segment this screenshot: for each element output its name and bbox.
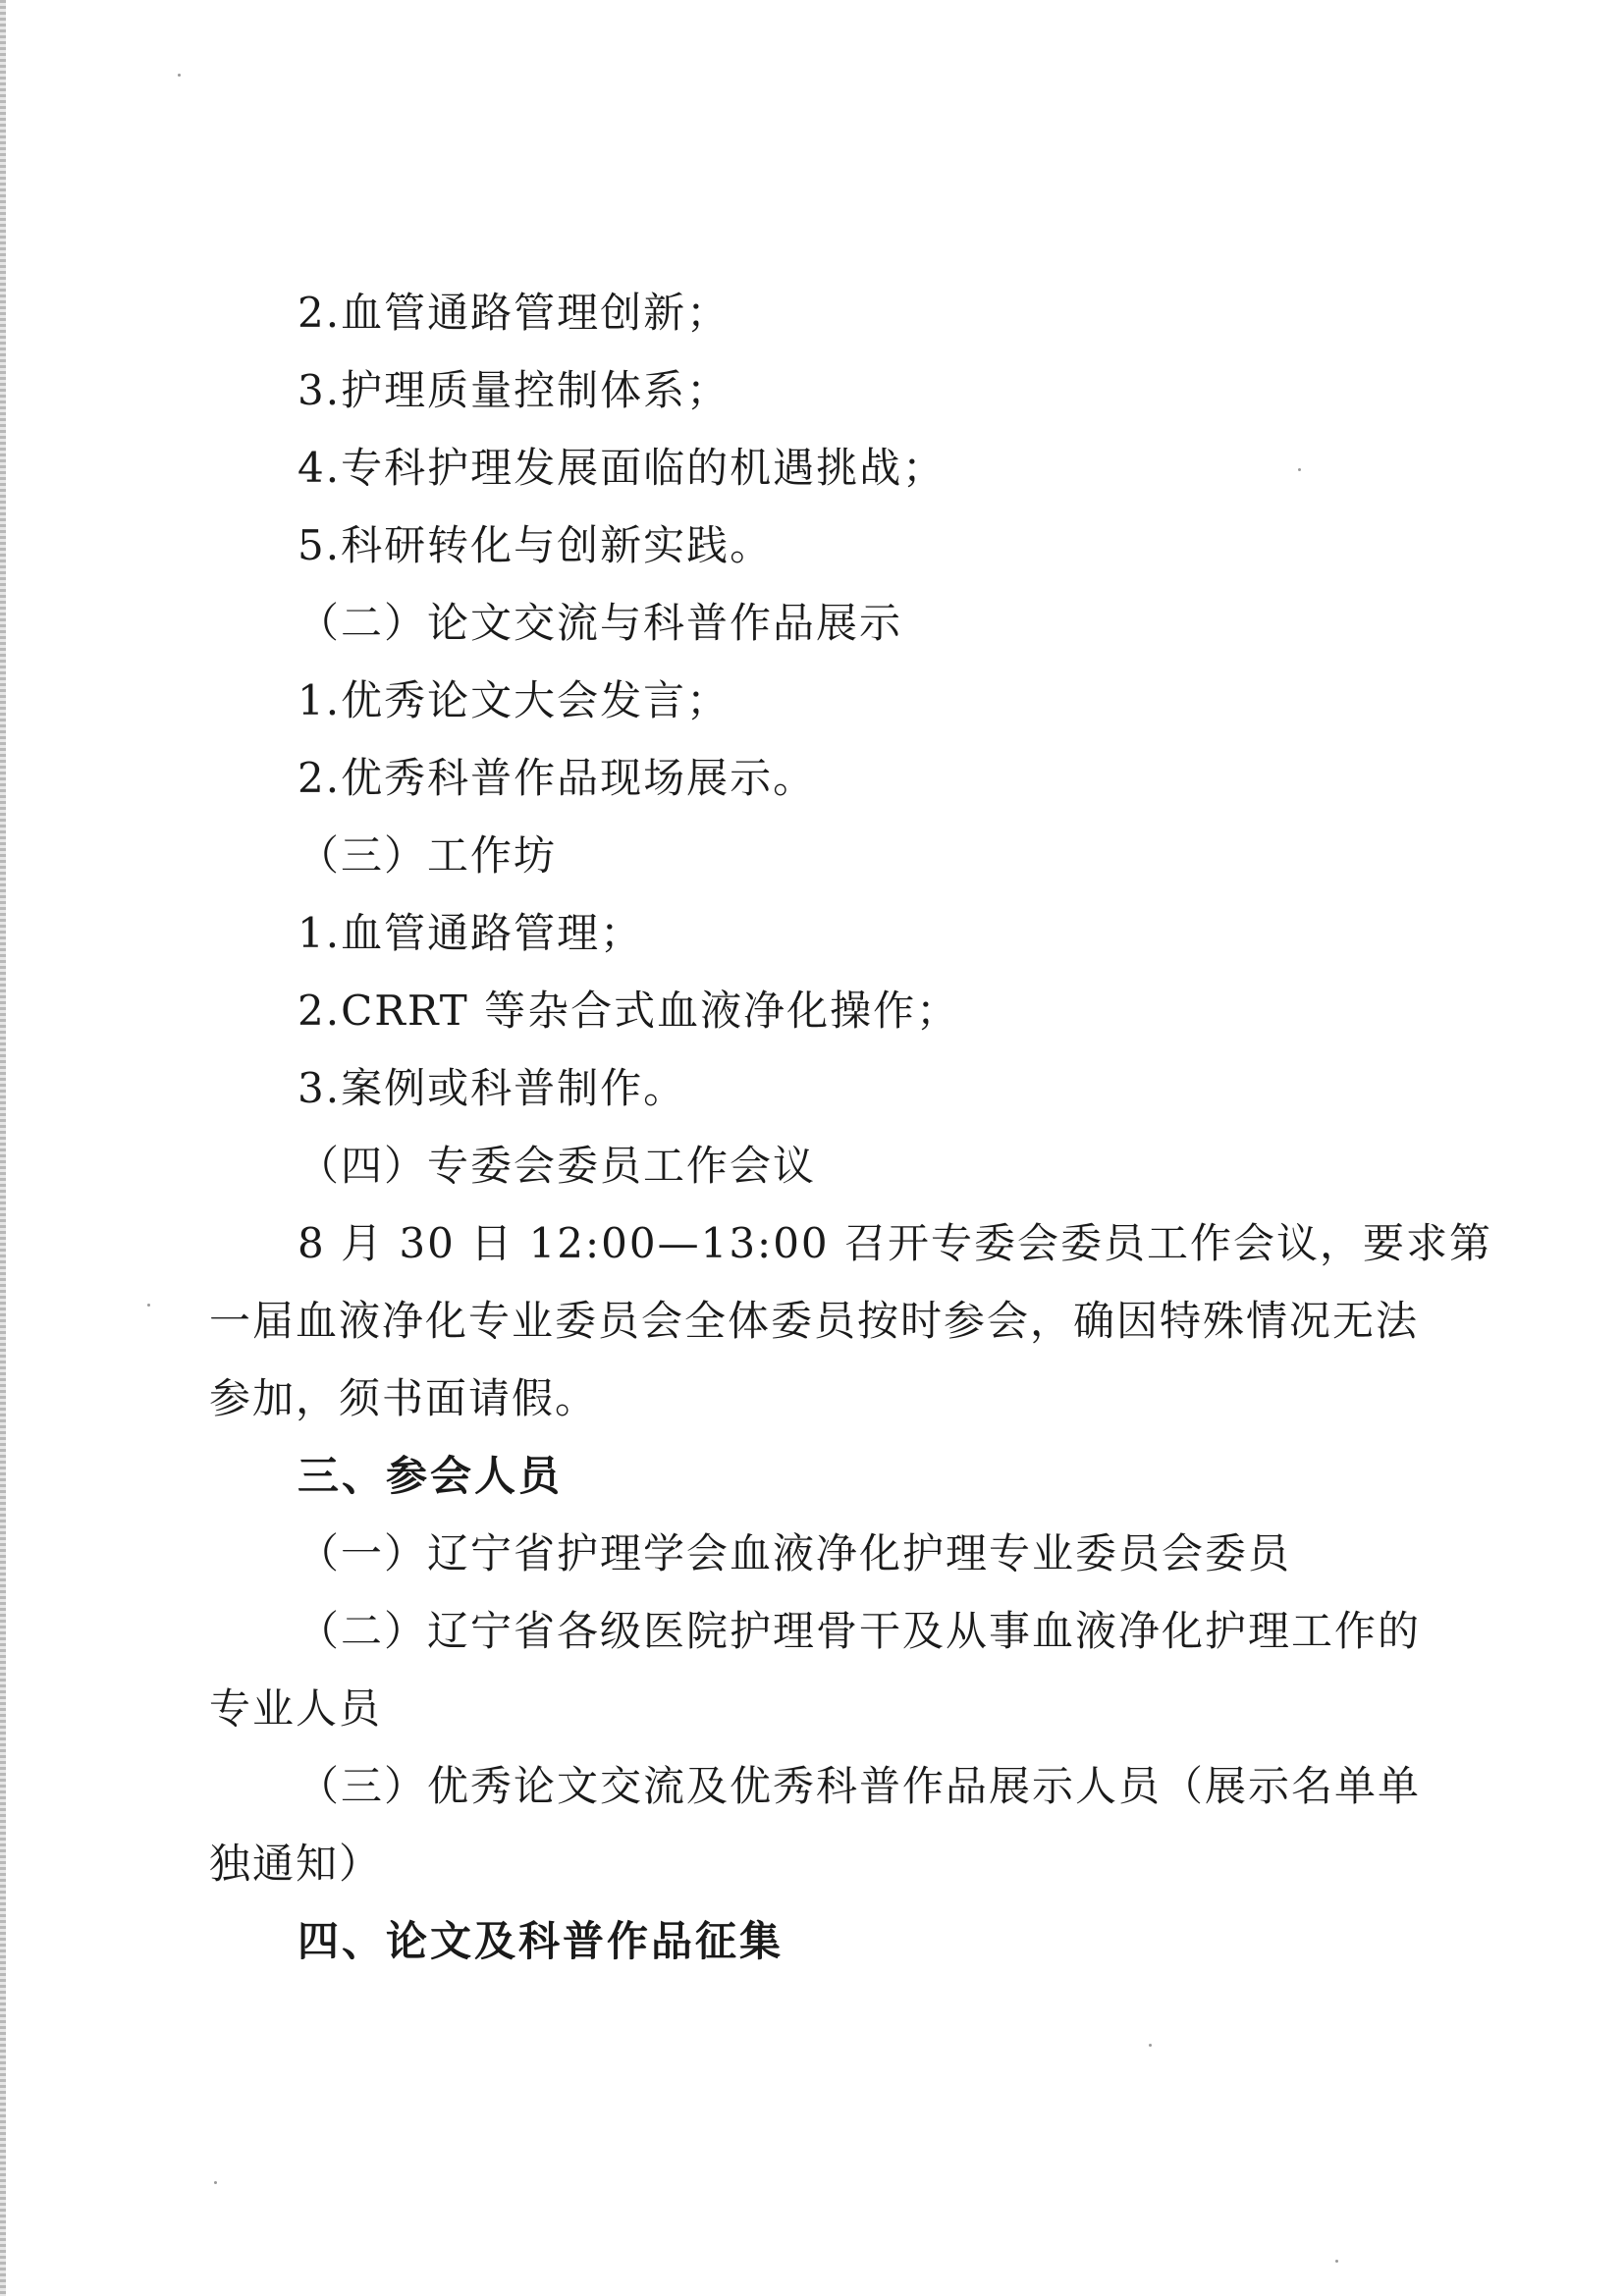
scan-speck <box>147 1304 150 1307</box>
scan-speck <box>214 2181 217 2184</box>
list-item-vascular-access-management: 1.血管通路管理； <box>298 909 644 957</box>
paragraph-meeting-line-2: 一届血液净化专业委员会全体委员按时参会，确因特殊情况无法 <box>209 1297 1420 1345</box>
attendee-item-hospital-staff-line-1: （二）辽宁省各级医院护理骨干及从事血液净化护理工作的 <box>298 1607 1422 1655</box>
paragraph-meeting-line-3: 参加，须书面请假。 <box>209 1374 599 1422</box>
paragraph-meeting-line-1: 8 月 30 日 12:00—13:00 召开专委会委员工作会议，要求第 <box>298 1219 1492 1267</box>
scan-edge-artifact <box>0 0 6 2296</box>
subsection-heading-paper-exchange: （二）论文交流与科普作品展示 <box>298 599 903 647</box>
subsection-heading-committee-meeting: （四）专委会委员工作会议 <box>298 1142 817 1190</box>
subsection-heading-workshop: （三）工作坊 <box>298 831 558 880</box>
list-item-opportunities-challenges: 4.专科护理发展面临的机遇挑战； <box>298 444 947 492</box>
section-heading-paper-collection: 四、论文及科普作品征集 <box>298 1917 785 1965</box>
scan-speck <box>1149 2044 1152 2047</box>
section-heading-attendees: 三、参会人员 <box>298 1452 564 1500</box>
list-item-research-translation: 5.科研转化与创新实践。 <box>298 521 774 569</box>
attendee-item-hospital-staff-line-2: 专业人员 <box>209 1684 383 1733</box>
list-item-vascular-access-innovation: 2.血管通路管理创新； <box>298 289 731 337</box>
attendee-item-presenters-line-1: （三）优秀论文交流及优秀科普作品展示人员（展示名单单 <box>298 1762 1422 1810</box>
attendee-item-presenters-line-2: 独通知） <box>209 1840 383 1888</box>
scan-speck <box>1335 2260 1338 2263</box>
list-item-quality-control: 3.护理质量控制体系； <box>298 366 731 414</box>
scan-speck <box>178 74 181 77</box>
list-item-paper-presentation: 1.优秀论文大会发言； <box>298 676 731 724</box>
list-item-science-display: 2.优秀科普作品现场展示。 <box>298 754 817 802</box>
list-item-crrt-operation: 2.CRRT 等杂合式血液净化操作； <box>298 987 960 1035</box>
attendee-item-committee-members: （一）辽宁省护理学会血液净化护理专业委员会委员 <box>298 1529 1292 1577</box>
list-item-case-making: 3.案例或科普制作。 <box>298 1064 687 1112</box>
scan-speck <box>1298 468 1301 471</box>
